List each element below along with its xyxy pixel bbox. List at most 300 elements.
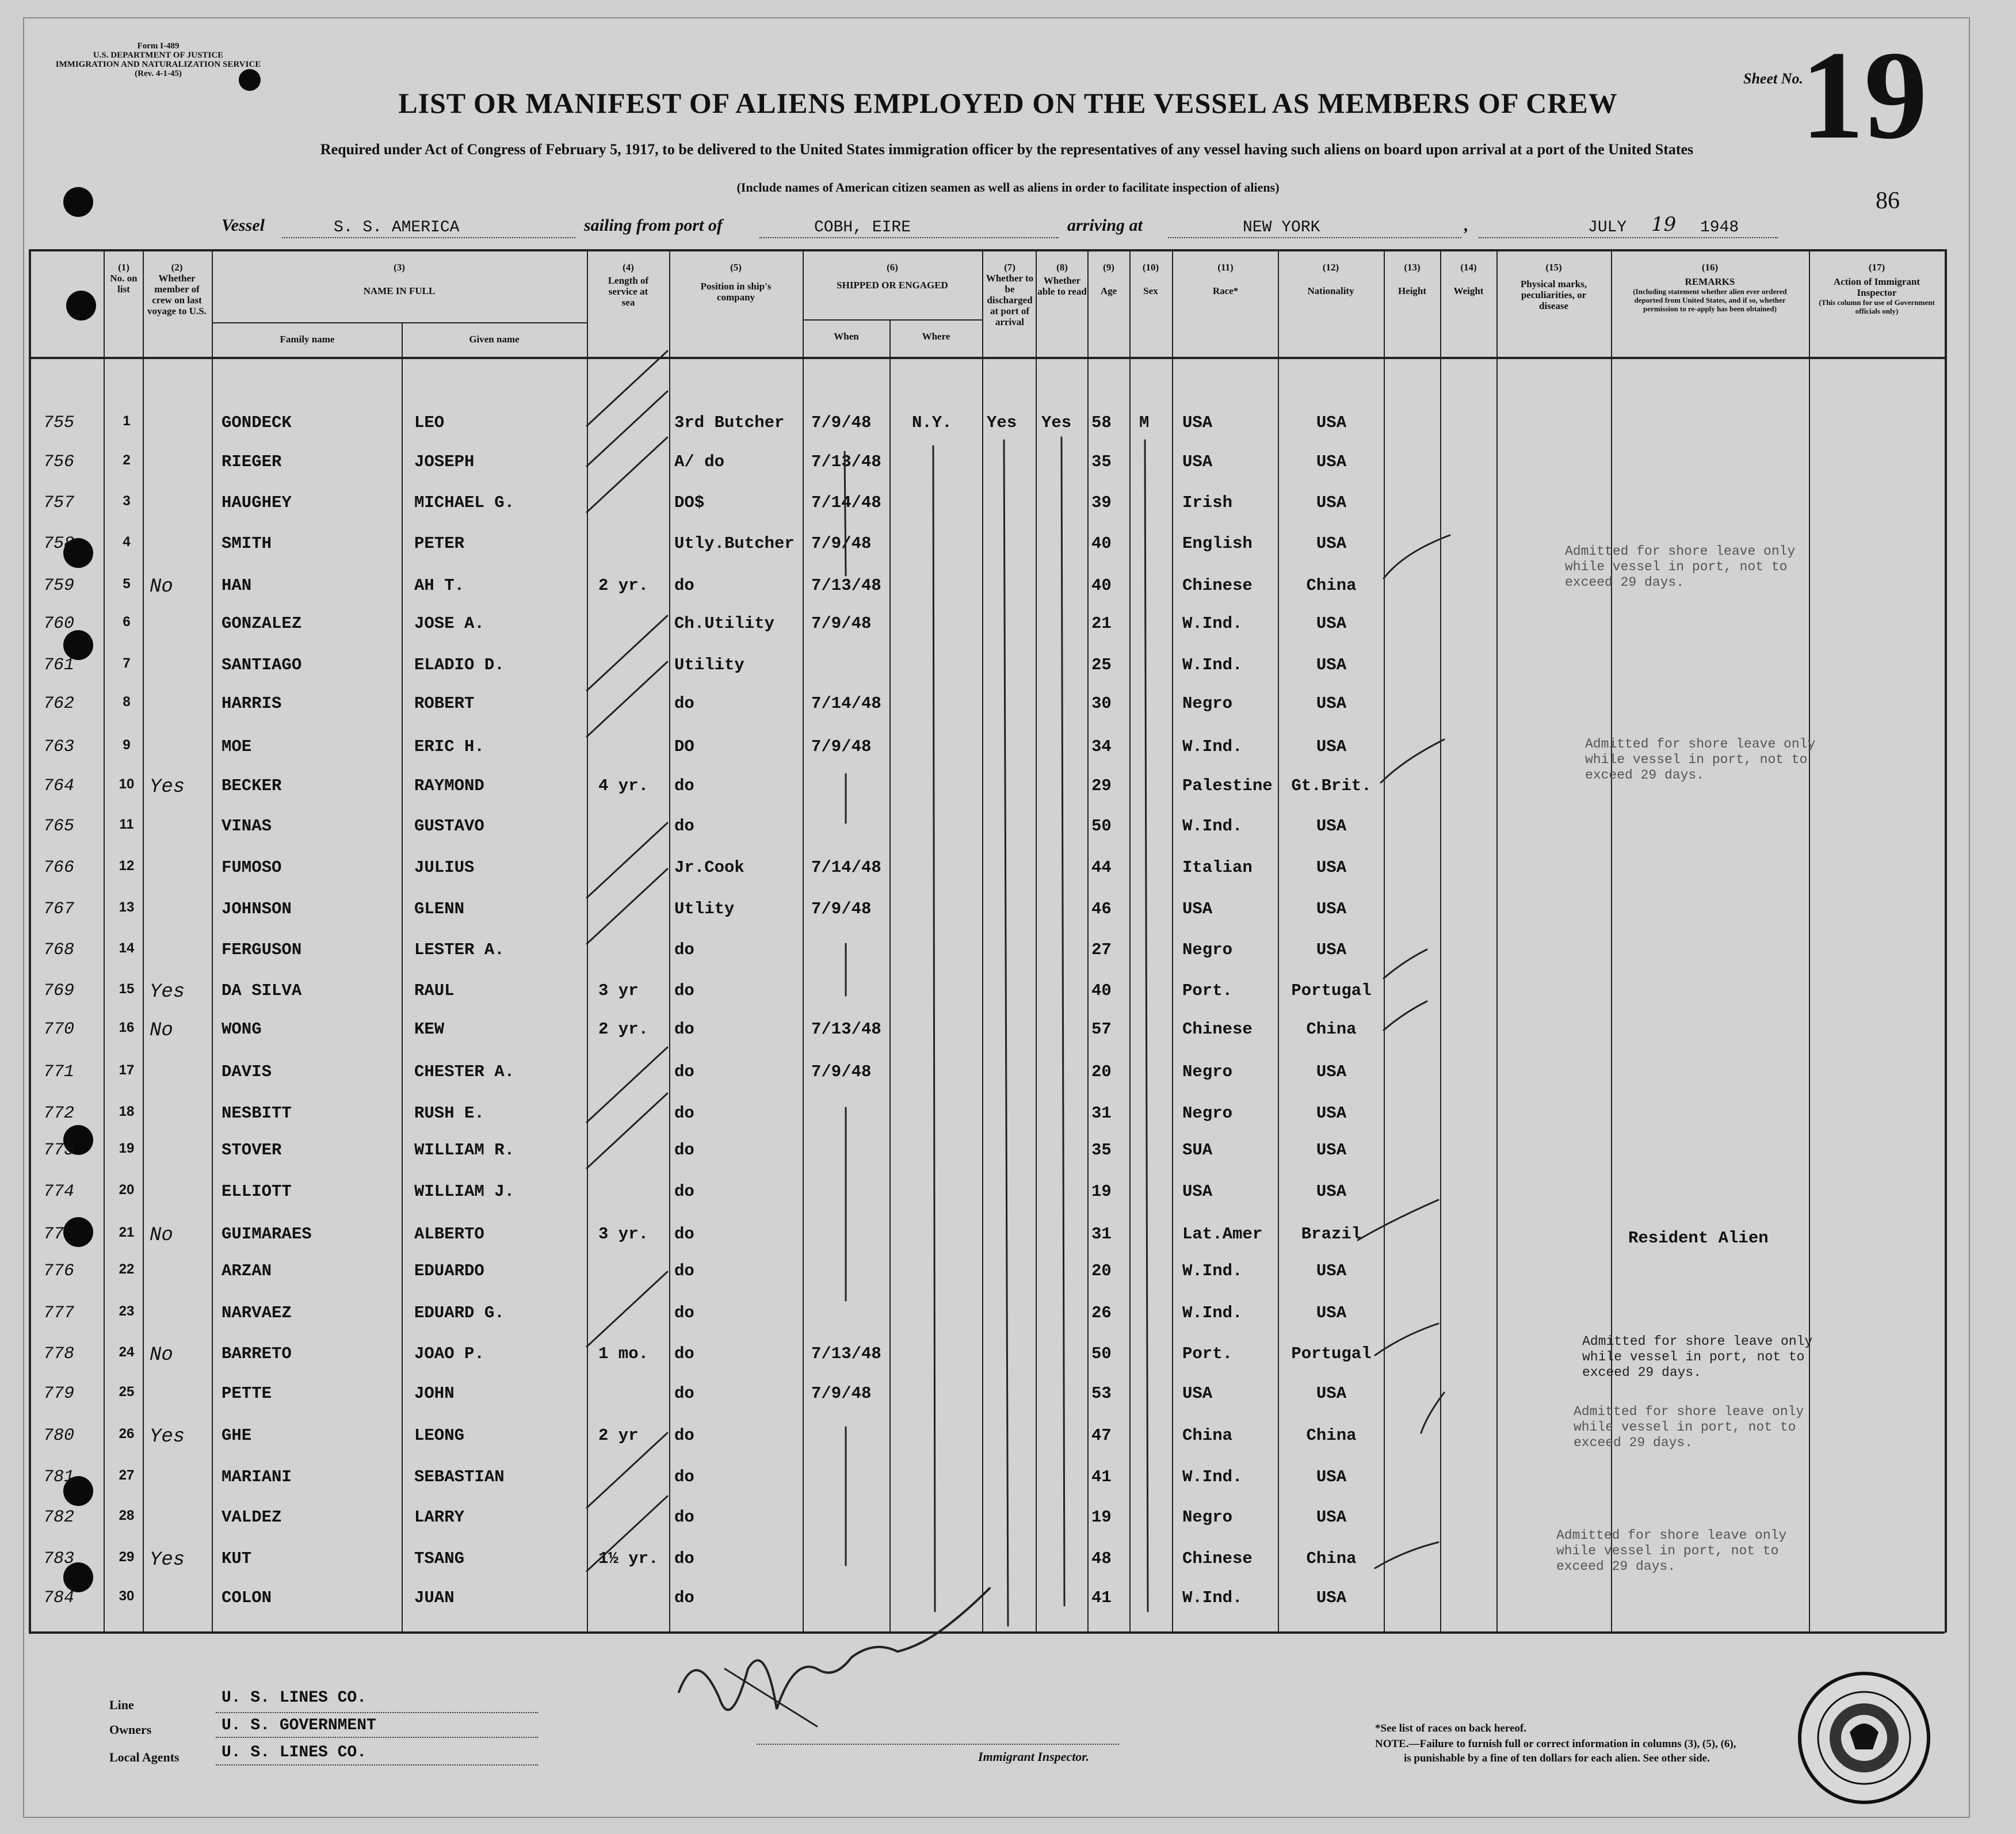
cell-list-number: 23 <box>119 1303 135 1319</box>
name-subheader-rule <box>212 322 587 323</box>
cell-family-name: GONDECK <box>222 413 292 432</box>
col-9-header <box>1089 262 1129 296</box>
col-10-num: (10) <box>1142 262 1159 273</box>
table-header-rule <box>29 357 1945 359</box>
cell-race: Negro <box>1182 940 1233 959</box>
cell-previous-voyage: No <box>150 1225 173 1246</box>
cell-line-number: 780 <box>43 1426 75 1446</box>
cell-age: 20 <box>1091 1062 1112 1081</box>
col-12-num: (12) <box>1322 262 1339 273</box>
cell-given-name: PETER <box>414 534 465 553</box>
cell-race: Lat.Amer <box>1182 1225 1263 1244</box>
cell-race: USA <box>1182 452 1213 471</box>
cell-age: 26 <box>1091 1303 1112 1322</box>
form-revision: (Rev. 4-1-45) <box>135 69 182 78</box>
remark-shore-leave-3: Admitted for shore leave only while vessel in port, not to exceed 29 days. <box>1582 1334 1813 1380</box>
footer-owners-label: Owners <box>109 1722 152 1737</box>
column-rule <box>402 322 403 1633</box>
cell-given-name: JOSEPH <box>414 452 475 471</box>
column-rule <box>1945 249 1947 1633</box>
date-underline <box>1479 237 1778 238</box>
footer-agents-underline <box>216 1764 538 1766</box>
column-rule <box>1809 249 1810 1633</box>
cell-given-name: ALBERTO <box>414 1225 484 1244</box>
cell-nationality: USA <box>1316 1303 1347 1322</box>
cell-list-number: 6 <box>123 614 131 630</box>
cell-length-of-service: 2 yr. <box>598 576 649 595</box>
cell-family-name: BARRETO <box>222 1344 292 1363</box>
footer-owners-value: U. S. GOVERNMENT <box>222 1717 376 1734</box>
col-10-header <box>1131 262 1171 296</box>
cell-nationality: USA <box>1316 534 1347 553</box>
cell-line-number: 778 <box>43 1344 75 1364</box>
cell-given-name: TSANG <box>414 1549 465 1568</box>
footer-note-failure: NOTE.—Failure to furnish full or correct information in columns (3), (5), (6), <box>1375 1738 1736 1750</box>
col-16-note: (Including statement whether alien ever ordered deported from United States, and if so, whether permission to re-apply has been obtained) <box>1633 287 1787 313</box>
cell-race: Palestine <box>1182 776 1273 795</box>
cell-nationality: USA <box>1316 1062 1347 1081</box>
cell-age: 47 <box>1091 1426 1112 1445</box>
cell-nationality: USA <box>1316 493 1347 512</box>
subtitle-act: Required under Act of Congress of February 5, 1917, to be delivered to the United States immigration officer by the representatives of any vessel having such aliens on board upon arrival at a port of the United States <box>320 141 1694 158</box>
cell-nationality: USA <box>1316 1104 1347 1123</box>
cell-position: do <box>674 1384 694 1403</box>
cell-given-name: LESTER A. <box>414 940 505 959</box>
cell-shipped-when: 7/13/48 <box>811 576 881 595</box>
cell-race: W.Ind. <box>1182 655 1243 674</box>
col-15-label: Physical marks, peculiarities, or disease <box>1520 279 1587 311</box>
arrival-year: 1948 <box>1700 219 1739 237</box>
cell-family-name: VINAS <box>222 817 272 836</box>
cell-race: Port. <box>1182 981 1233 1000</box>
col-12-header <box>1279 262 1383 296</box>
cell-given-name: RAYMOND <box>414 776 484 795</box>
column-rule <box>982 249 983 1633</box>
cell-nationality: USA <box>1316 452 1347 471</box>
col-14-num: (14) <box>1460 262 1477 273</box>
cell-line-number: 761 <box>43 655 75 675</box>
col-6-label: SHIPPED OR ENGAGED <box>837 280 948 291</box>
cell-given-name: EDUARDO <box>414 1261 484 1280</box>
remark-resident-alien: Resident Alien <box>1628 1229 1769 1248</box>
cell-sex: M <box>1139 413 1150 432</box>
cell-position: do <box>674 576 694 595</box>
cell-line-number: 770 <box>43 1020 75 1039</box>
cell-line-number: 758 <box>43 534 75 554</box>
col-1-label: No. on list <box>110 273 138 295</box>
column-rule <box>1440 249 1441 1633</box>
col-5-label: Position in ship's company <box>700 281 772 303</box>
cell-given-name: GLENN <box>414 899 465 918</box>
cell-list-number: 25 <box>119 1384 135 1400</box>
column-rule <box>29 249 31 1633</box>
cell-length-of-service: 2 yr <box>598 1426 639 1445</box>
cell-family-name: NESBITT <box>222 1104 292 1123</box>
remark-shore-leave-1: Admitted for shore leave only while vessel in port, not to exceed 29 days. <box>1565 544 1796 590</box>
cell-family-name: FERGUSON <box>222 940 302 959</box>
cell-age: 20 <box>1091 1261 1112 1280</box>
cell-given-name: JULIUS <box>414 858 475 877</box>
cell-nationality: USA <box>1316 413 1347 432</box>
cell-given-name: WILLIAM J. <box>414 1182 515 1201</box>
cell-given-name: LARRY <box>414 1508 465 1527</box>
cell-previous-voyage: Yes <box>150 1426 185 1448</box>
cell-age: 31 <box>1091 1104 1112 1123</box>
cell-list-number: 2 <box>123 452 131 468</box>
cell-race: Chinese <box>1182 576 1253 595</box>
footer-agents-value: U. S. LINES CO. <box>222 1744 367 1761</box>
cell-family-name: STOVER <box>222 1141 282 1160</box>
col-2-header <box>144 262 210 317</box>
column-rule <box>1496 249 1498 1633</box>
cell-family-name: HAUGHEY <box>222 493 292 512</box>
cell-list-number: 19 <box>119 1141 135 1156</box>
col-9-label: Age <box>1100 285 1117 296</box>
col-4-label: Length of service at sea <box>608 275 649 308</box>
cell-list-number: 24 <box>119 1344 135 1360</box>
cell-line-number: 774 <box>43 1182 75 1202</box>
col-3-header <box>213 262 586 296</box>
cell-family-name: SANTIAGO <box>222 655 302 674</box>
cell-list-number: 27 <box>119 1467 135 1483</box>
cell-race: Port. <box>1182 1344 1233 1363</box>
binder-hole-2 <box>66 291 96 321</box>
cell-nationality: China <box>1306 1426 1357 1445</box>
cell-line-number: 755 <box>43 413 75 433</box>
cell-age: 39 <box>1091 493 1112 512</box>
arriving-label: arriving at <box>1067 216 1143 235</box>
cell-family-name: HAN <box>222 576 252 595</box>
subtitle-include: (Include names of American citizen seamen as well as aliens in order to facilitate inspection of aliens) <box>736 180 1280 195</box>
cell-age: 50 <box>1091 817 1112 836</box>
cell-given-name: LEONG <box>414 1426 465 1445</box>
cell-nationality: USA <box>1316 1182 1347 1201</box>
cell-age: 58 <box>1091 413 1112 432</box>
column-rule <box>1036 249 1037 1633</box>
vessel-label: Vessel <box>222 216 265 235</box>
cell-nationality: USA <box>1316 1588 1347 1607</box>
col-11-header <box>1174 262 1277 296</box>
cell-line-number: 766 <box>43 858 75 878</box>
cell-nationality: USA <box>1316 899 1347 918</box>
col-3-num: (3) <box>394 262 405 273</box>
cell-given-name: MICHAEL G. <box>414 493 515 512</box>
column-rule <box>889 319 891 1633</box>
cell-age: 19 <box>1091 1182 1112 1201</box>
cell-position: do <box>674 1344 694 1363</box>
form-department: U.S. DEPARTMENT OF JUSTICE <box>93 51 224 60</box>
cell-family-name: DA SILVA <box>222 981 302 1000</box>
cell-position: Utly.Butcher <box>674 534 795 553</box>
cell-list-number: 16 <box>119 1020 135 1035</box>
shipped-subheader-rule <box>803 319 982 321</box>
cell-given-name: GUSTAVO <box>414 817 484 836</box>
column-rule <box>1172 249 1173 1633</box>
col-12-label: Nationality <box>1307 285 1354 296</box>
col-17-label: Action of Immigrant Inspector <box>1833 276 1920 298</box>
arrival-month: JULY <box>1588 219 1627 237</box>
cell-position: do <box>674 1508 694 1527</box>
cell-race: USA <box>1182 899 1213 918</box>
cell-shipped-when: 7/14/48 <box>811 694 881 713</box>
cell-position: Jr.Cook <box>674 858 744 877</box>
cell-position: do <box>674 1426 694 1445</box>
cell-family-name: NARVAEZ <box>222 1303 292 1322</box>
cell-list-number: 22 <box>119 1261 135 1277</box>
sailing-label: sailing from port of <box>584 216 723 235</box>
cell-previous-voyage: Yes <box>150 981 185 1003</box>
cell-line-number: 760 <box>43 614 75 634</box>
cell-position: do <box>674 1141 694 1160</box>
cell-nationality: Gt.Brit. <box>1291 776 1372 795</box>
remark-shore-leave-2: Admitted for shore leave only while vessel in port, not to exceed 29 days. <box>1585 737 1816 783</box>
sheet-extra-number: 86 <box>1876 188 1900 214</box>
col-13-header <box>1385 262 1440 296</box>
cell-line-number: 756 <box>43 452 75 472</box>
footer-line-value: U. S. LINES CO. <box>222 1689 367 1707</box>
cell-age: 46 <box>1091 899 1112 918</box>
cell-shipped-when: 7/9/48 <box>811 1384 872 1403</box>
column-rule <box>1129 249 1131 1633</box>
col-8-header <box>1037 262 1087 297</box>
cell-shipped-when: 7/13/48 <box>811 1344 881 1363</box>
cell-line-number: 771 <box>43 1062 75 1082</box>
cell-position: do <box>674 776 694 795</box>
cell-shipped-when: 7/9/48 <box>811 737 872 756</box>
cell-age: 53 <box>1091 1384 1112 1403</box>
cell-family-name: GHE <box>222 1426 252 1445</box>
cell-shipped-when: 7/9/48 <box>811 614 872 633</box>
cell-family-name: JOHNSON <box>222 899 292 918</box>
col-17-num: (17) <box>1868 262 1885 273</box>
cell-family-name: ARZAN <box>222 1261 272 1280</box>
cell-given-name: RAUL <box>414 981 455 1000</box>
inspector-label: Immigrant Inspector. <box>978 1749 1090 1764</box>
cell-given-name: ROBERT <box>414 694 475 713</box>
cell-position: Utlity <box>674 899 735 918</box>
cell-race: English <box>1182 534 1253 553</box>
form-number: Form I-489 <box>137 41 180 51</box>
cell-shipped-when: 7/14/48 <box>811 493 881 512</box>
column-rule <box>143 249 144 1633</box>
cell-line-number: 781 <box>43 1467 75 1487</box>
cell-nationality: Portugal <box>1291 981 1372 1000</box>
cell-position: do <box>674 1225 694 1244</box>
cell-nationality: Brazil <box>1301 1225 1362 1244</box>
cell-position: A/ do <box>674 452 725 471</box>
cell-shipped-when: 7/9/48 <box>811 1062 872 1081</box>
cell-given-name: SEBASTIAN <box>414 1467 505 1486</box>
col-2-label: Whether member of crew on last voyage to U.S. <box>147 273 207 317</box>
cell-family-name: VALDEZ <box>222 1508 282 1527</box>
cell-age: 21 <box>1091 614 1112 633</box>
cell-list-number: 12 <box>119 858 135 874</box>
cell-race: W.Ind. <box>1182 817 1243 836</box>
cell-nationality: USA <box>1316 737 1347 756</box>
cell-line-number: 767 <box>43 899 75 919</box>
col-2-num: (2) <box>171 262 183 273</box>
footer-owners-underline <box>216 1737 538 1738</box>
cell-age: 50 <box>1091 1344 1112 1363</box>
cell-previous-voyage: No <box>150 1344 173 1366</box>
arrival-day: 19 <box>1651 213 1677 236</box>
cell-line-number: 775 <box>43 1225 75 1244</box>
cell-position: do <box>674 1261 694 1280</box>
cell-family-name: KUT <box>222 1549 252 1568</box>
cell-given-name: ELADIO D. <box>414 655 505 674</box>
cell-race: W.Ind. <box>1182 1588 1243 1607</box>
cell-line-number: 784 <box>43 1588 75 1608</box>
cell-given-name: JOSE A. <box>414 614 484 633</box>
cell-family-name: DAVIS <box>222 1062 272 1081</box>
cell-previous-voyage: Yes <box>150 776 185 798</box>
cell-race: USA <box>1182 1384 1213 1403</box>
cell-race: Negro <box>1182 1062 1233 1081</box>
column-rule <box>587 249 588 1633</box>
cell-given-name: ERIC H. <box>414 737 484 756</box>
col-16-num: (16) <box>1701 262 1719 273</box>
cell-line-number: 768 <box>43 940 75 960</box>
column-rule <box>669 249 670 1633</box>
remark-shore-leave-5: Admitted for shore leave only while vessel in port, not to exceed 29 days. <box>1556 1528 1787 1574</box>
table-bottom-rule <box>29 1631 1945 1634</box>
cell-race: China <box>1182 1426 1233 1445</box>
cell-position: do <box>674 817 694 836</box>
cell-line-number: 776 <box>43 1261 75 1281</box>
cell-family-name: FUMOSO <box>222 858 282 877</box>
column-rule <box>1087 249 1089 1633</box>
cell-length-of-service: 3 yr. <box>598 1225 649 1244</box>
cell-given-name: KEW <box>414 1020 445 1039</box>
cell-age: 44 <box>1091 858 1112 877</box>
cell-length-of-service: 4 yr. <box>598 776 649 795</box>
cell-line-number: 764 <box>43 776 75 796</box>
col-1-num: (1) <box>118 262 129 273</box>
cell-previous-voyage: No <box>150 576 173 598</box>
col-7-num: (7) <box>1004 262 1015 273</box>
cell-nationality: USA <box>1316 614 1347 633</box>
cell-family-name: ELLIOTT <box>222 1182 292 1201</box>
col-5-header <box>670 262 801 311</box>
col-11-num: (11) <box>1217 262 1234 273</box>
cell-race: W.Ind. <box>1182 1303 1243 1322</box>
official-seal <box>1795 1669 1933 1807</box>
cell-previous-voyage: Yes <box>150 1549 185 1571</box>
col-8-num: (8) <box>1056 262 1068 273</box>
cell-race: Negro <box>1182 694 1233 713</box>
cell-list-number: 8 <box>123 694 131 710</box>
cell-line-number: 777 <box>43 1303 75 1323</box>
cell-position: DO <box>674 737 694 756</box>
cell-age: 35 <box>1091 452 1112 471</box>
cell-age: 30 <box>1091 694 1112 713</box>
cell-shipped-when: 7/13/48 <box>811 452 881 471</box>
cell-family-name: WONG <box>222 1020 262 1039</box>
cell-line-number: 765 <box>43 817 75 836</box>
cell-nationality: USA <box>1316 940 1347 959</box>
cell-position: Utility <box>674 655 744 674</box>
cell-list-number: 4 <box>123 534 131 550</box>
cell-position: do <box>674 1303 694 1322</box>
cell-race: Chinese <box>1182 1549 1253 1568</box>
cell-age: 40 <box>1091 534 1112 553</box>
departure-port: COBH, EIRE <box>814 219 911 237</box>
col-13-label: Height <box>1398 285 1427 296</box>
cell-discharged: Yes <box>987 413 1017 432</box>
cell-family-name: MARIANI <box>222 1467 292 1486</box>
cell-nationality: USA <box>1316 1384 1347 1403</box>
cell-line-number: 772 <box>43 1104 75 1123</box>
column-rule <box>1384 249 1385 1633</box>
cell-shipped-when: 7/9/48 <box>811 413 872 432</box>
cell-position: do <box>674 1020 694 1039</box>
column-rule <box>104 249 105 1633</box>
col-1-header <box>109 262 138 295</box>
cell-list-number: 28 <box>119 1508 135 1523</box>
cell-nationality: China <box>1306 1020 1357 1039</box>
col-10-label: Sex <box>1143 285 1158 296</box>
col-16-header <box>1612 262 1808 313</box>
cell-nationality: USA <box>1316 1261 1347 1280</box>
cell-age: 40 <box>1091 981 1112 1000</box>
col-13-num: (13) <box>1404 262 1421 273</box>
cell-nationality: USA <box>1316 1467 1347 1486</box>
col-16-label: REMARKS <box>1685 276 1735 287</box>
cell-length-of-service: 3 yr <box>598 981 639 1000</box>
cell-position: do <box>674 1588 694 1607</box>
cell-family-name: SMITH <box>222 534 272 553</box>
cell-position: do <box>674 1062 694 1081</box>
cell-able-to-read: Yes <box>1041 413 1072 432</box>
cell-nationality: China <box>1306 576 1357 595</box>
cell-family-name: PETTE <box>222 1384 272 1403</box>
cell-race: Italian <box>1182 858 1253 877</box>
cell-given-name: WILLIAM R. <box>414 1141 515 1160</box>
cell-age: 57 <box>1091 1020 1112 1039</box>
cell-family-name: COLON <box>222 1588 272 1607</box>
cell-list-number: 10 <box>119 776 135 792</box>
cell-age: 31 <box>1091 1225 1112 1244</box>
cell-age: 19 <box>1091 1508 1112 1527</box>
col-7-label: Whether to be discharged at port of arrival <box>986 273 1034 327</box>
cell-shipped-where: N.Y. <box>912 413 952 432</box>
cell-list-number: 29 <box>119 1549 135 1565</box>
inspector-signature-line <box>757 1744 1119 1745</box>
cell-age: 34 <box>1091 737 1112 756</box>
cell-list-number: 5 <box>123 576 131 592</box>
cell-list-number: 3 <box>123 493 131 509</box>
cell-line-number: 763 <box>43 737 75 757</box>
col-6-header <box>804 262 981 291</box>
page-title: LIST OR MANIFEST OF ALIENS EMPLOYED ON THE VESSEL AS MEMBERS OF CREW <box>398 87 1618 119</box>
cell-position: Ch.Utility <box>674 614 775 633</box>
cell-age: 29 <box>1091 776 1112 795</box>
cell-line-number: 759 <box>43 576 75 596</box>
footer-note-fine: is punishable by a fine of ten dollars for each alien. See other side. <box>1404 1752 1710 1764</box>
cell-list-number: 18 <box>119 1104 135 1119</box>
cell-age: 27 <box>1091 940 1112 959</box>
cell-nationality: Portugal <box>1291 1344 1372 1363</box>
cell-family-name: GONZALEZ <box>222 614 302 633</box>
footer-line-underline <box>216 1712 538 1713</box>
cell-family-name: GUIMARAES <box>222 1225 312 1244</box>
cell-race: SUA <box>1182 1141 1213 1160</box>
cell-race: USA <box>1182 413 1213 432</box>
cell-line-number: 773 <box>43 1141 75 1160</box>
col-3-given-header: Given name <box>469 334 520 345</box>
cell-given-name: EDUARD G. <box>414 1303 505 1322</box>
column-rule <box>212 249 213 1633</box>
